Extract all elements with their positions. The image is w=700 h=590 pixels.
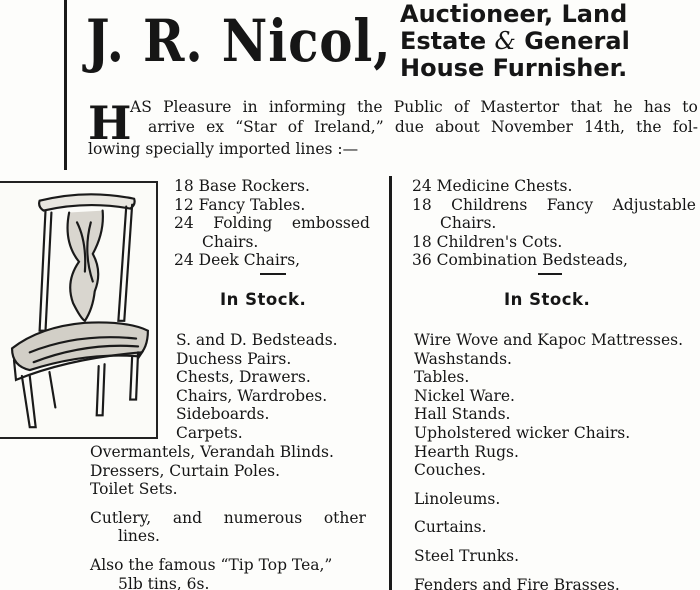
stock-list-left: [176, 331, 386, 443]
column-rule-left: [64, 0, 67, 170]
intro-word: about: [435, 118, 480, 136]
list-item: 18 Base Rockers.: [174, 177, 310, 195]
list-word: numerous: [223, 508, 303, 527]
intro-word: he: [613, 98, 633, 116]
list-item: Fenders and Fire Brasses.: [414, 575, 620, 590]
intro-word: the: [636, 118, 662, 136]
intro-word: of: [287, 118, 303, 136]
list-item: 18 Children's Cots.: [412, 232, 563, 251]
list-item: [90, 509, 366, 528]
divider-dash-left: [260, 273, 286, 275]
chair-drawing: [0, 183, 156, 437]
column-rule-middle: [389, 176, 392, 590]
intro-word: Mastertor: [480, 98, 560, 116]
arriving-list-right: [412, 177, 696, 270]
list-item: Couches.: [414, 461, 486, 480]
intro-word: of: [454, 98, 470, 116]
list-item: Tables.: [414, 368, 470, 387]
intro-line-2: [148, 118, 698, 136]
list-item: Chairs, Wardrobes.: [176, 386, 328, 405]
intro-word: Pleasure: [163, 98, 232, 116]
intro-word: has: [643, 98, 672, 116]
list-item: 24 Deek Chairs,: [174, 251, 301, 270]
intro-word: Ireland,”: [314, 118, 384, 136]
intro-word: 14th,: [584, 118, 625, 136]
intro-word: in: [242, 98, 258, 116]
intro-word: that: [570, 98, 603, 116]
list-item: Hearth Rugs.: [414, 442, 519, 461]
arriving-list-left: [174, 177, 370, 270]
list-item: Duchess Pairs.: [176, 349, 292, 368]
list-item: Upholstered wicker Chairs.: [414, 423, 631, 442]
list-item: Chairs.: [202, 232, 259, 251]
list-item: lines.: [118, 527, 160, 546]
list-item: Carpets.: [176, 423, 243, 442]
intro-word: “Star: [235, 118, 277, 136]
list-item: 12 Fancy Tables.: [174, 195, 306, 214]
list-item: Toilet Sets.: [90, 480, 178, 499]
list-item: 5lb tins, 6s.: [118, 574, 210, 590]
list-item: Dressers, Curtain Poles.: [90, 461, 281, 480]
stock-list-right: [414, 331, 698, 590]
list-word: Adjustable: [612, 195, 696, 214]
intro-word: due: [394, 118, 424, 136]
stock-list-left-wide: [90, 443, 366, 590]
trade-ampersand: &: [494, 27, 516, 55]
in-stock-heading-right: In Stock.: [504, 290, 591, 309]
list-word: Fancy: [546, 195, 594, 214]
intro-word: the: [357, 98, 383, 116]
divider-dash-right: [538, 273, 562, 275]
list-word: 24: [174, 214, 194, 233]
trade-line-1: Auctioneer, Land: [400, 0, 628, 28]
list-item: S. and D. Bedsteads.: [176, 331, 338, 349]
list-item: Steel Trunks.: [414, 546, 520, 565]
trade-description: [400, 1, 700, 82]
intro-word: November: [490, 118, 573, 136]
intro-word: informing: [268, 98, 346, 116]
intro-line-3: lowing specially imported lines :—: [88, 140, 359, 158]
list-item: Curtains.: [414, 518, 487, 537]
list-item: Chests, Drawers.: [176, 368, 311, 387]
intro-word: ex: [206, 118, 225, 136]
intro-line-1: [130, 98, 698, 116]
drop-cap: H: [88, 96, 132, 150]
list-item: Also the famous “Tip Top Tea,”: [90, 555, 333, 574]
list-word: and: [172, 508, 203, 527]
list-item: Sideboards.: [176, 405, 270, 424]
list-word: other: [323, 508, 366, 527]
list-item: Linoleums.: [414, 489, 501, 508]
list-item: [412, 196, 696, 215]
intro-word: Public: [393, 98, 443, 116]
list-item: Chairs.: [440, 214, 497, 233]
list-item: Nickel Ware.: [414, 386, 515, 405]
list-word: Childrens: [451, 195, 528, 214]
intro-word: AS: [130, 98, 152, 116]
trade-word-estate: Estate: [400, 27, 487, 55]
list-word: Folding: [213, 214, 273, 233]
list-word: Cutlery,: [90, 508, 152, 527]
list-item: 24 Medicine Chests.: [412, 177, 573, 195]
list-item: Hall Stands.: [414, 405, 511, 424]
list-item: 36 Combination Bedsteads,: [412, 251, 628, 270]
intro-word: fol-: [672, 118, 698, 136]
list-word: embossed: [291, 214, 370, 233]
chair-illustration: [0, 181, 158, 439]
intro-word: arrive: [148, 118, 195, 136]
advertiser-name: J. R. Nicol,: [86, 7, 392, 75]
trade-line-2: [400, 28, 700, 55]
in-stock-heading-left: In Stock.: [220, 290, 307, 309]
trade-word-general: General: [524, 27, 630, 55]
list-item: [174, 214, 370, 233]
list-item: Wire Wove and Kapoc Mattresses.: [414, 331, 684, 349]
trade-line-3: House Furnisher.: [400, 54, 628, 82]
list-item: Washstands.: [414, 349, 512, 368]
list-word: 18: [412, 195, 432, 214]
list-item: Overmantels, Verandah Blinds.: [90, 443, 334, 461]
intro-word: to: [682, 98, 698, 116]
